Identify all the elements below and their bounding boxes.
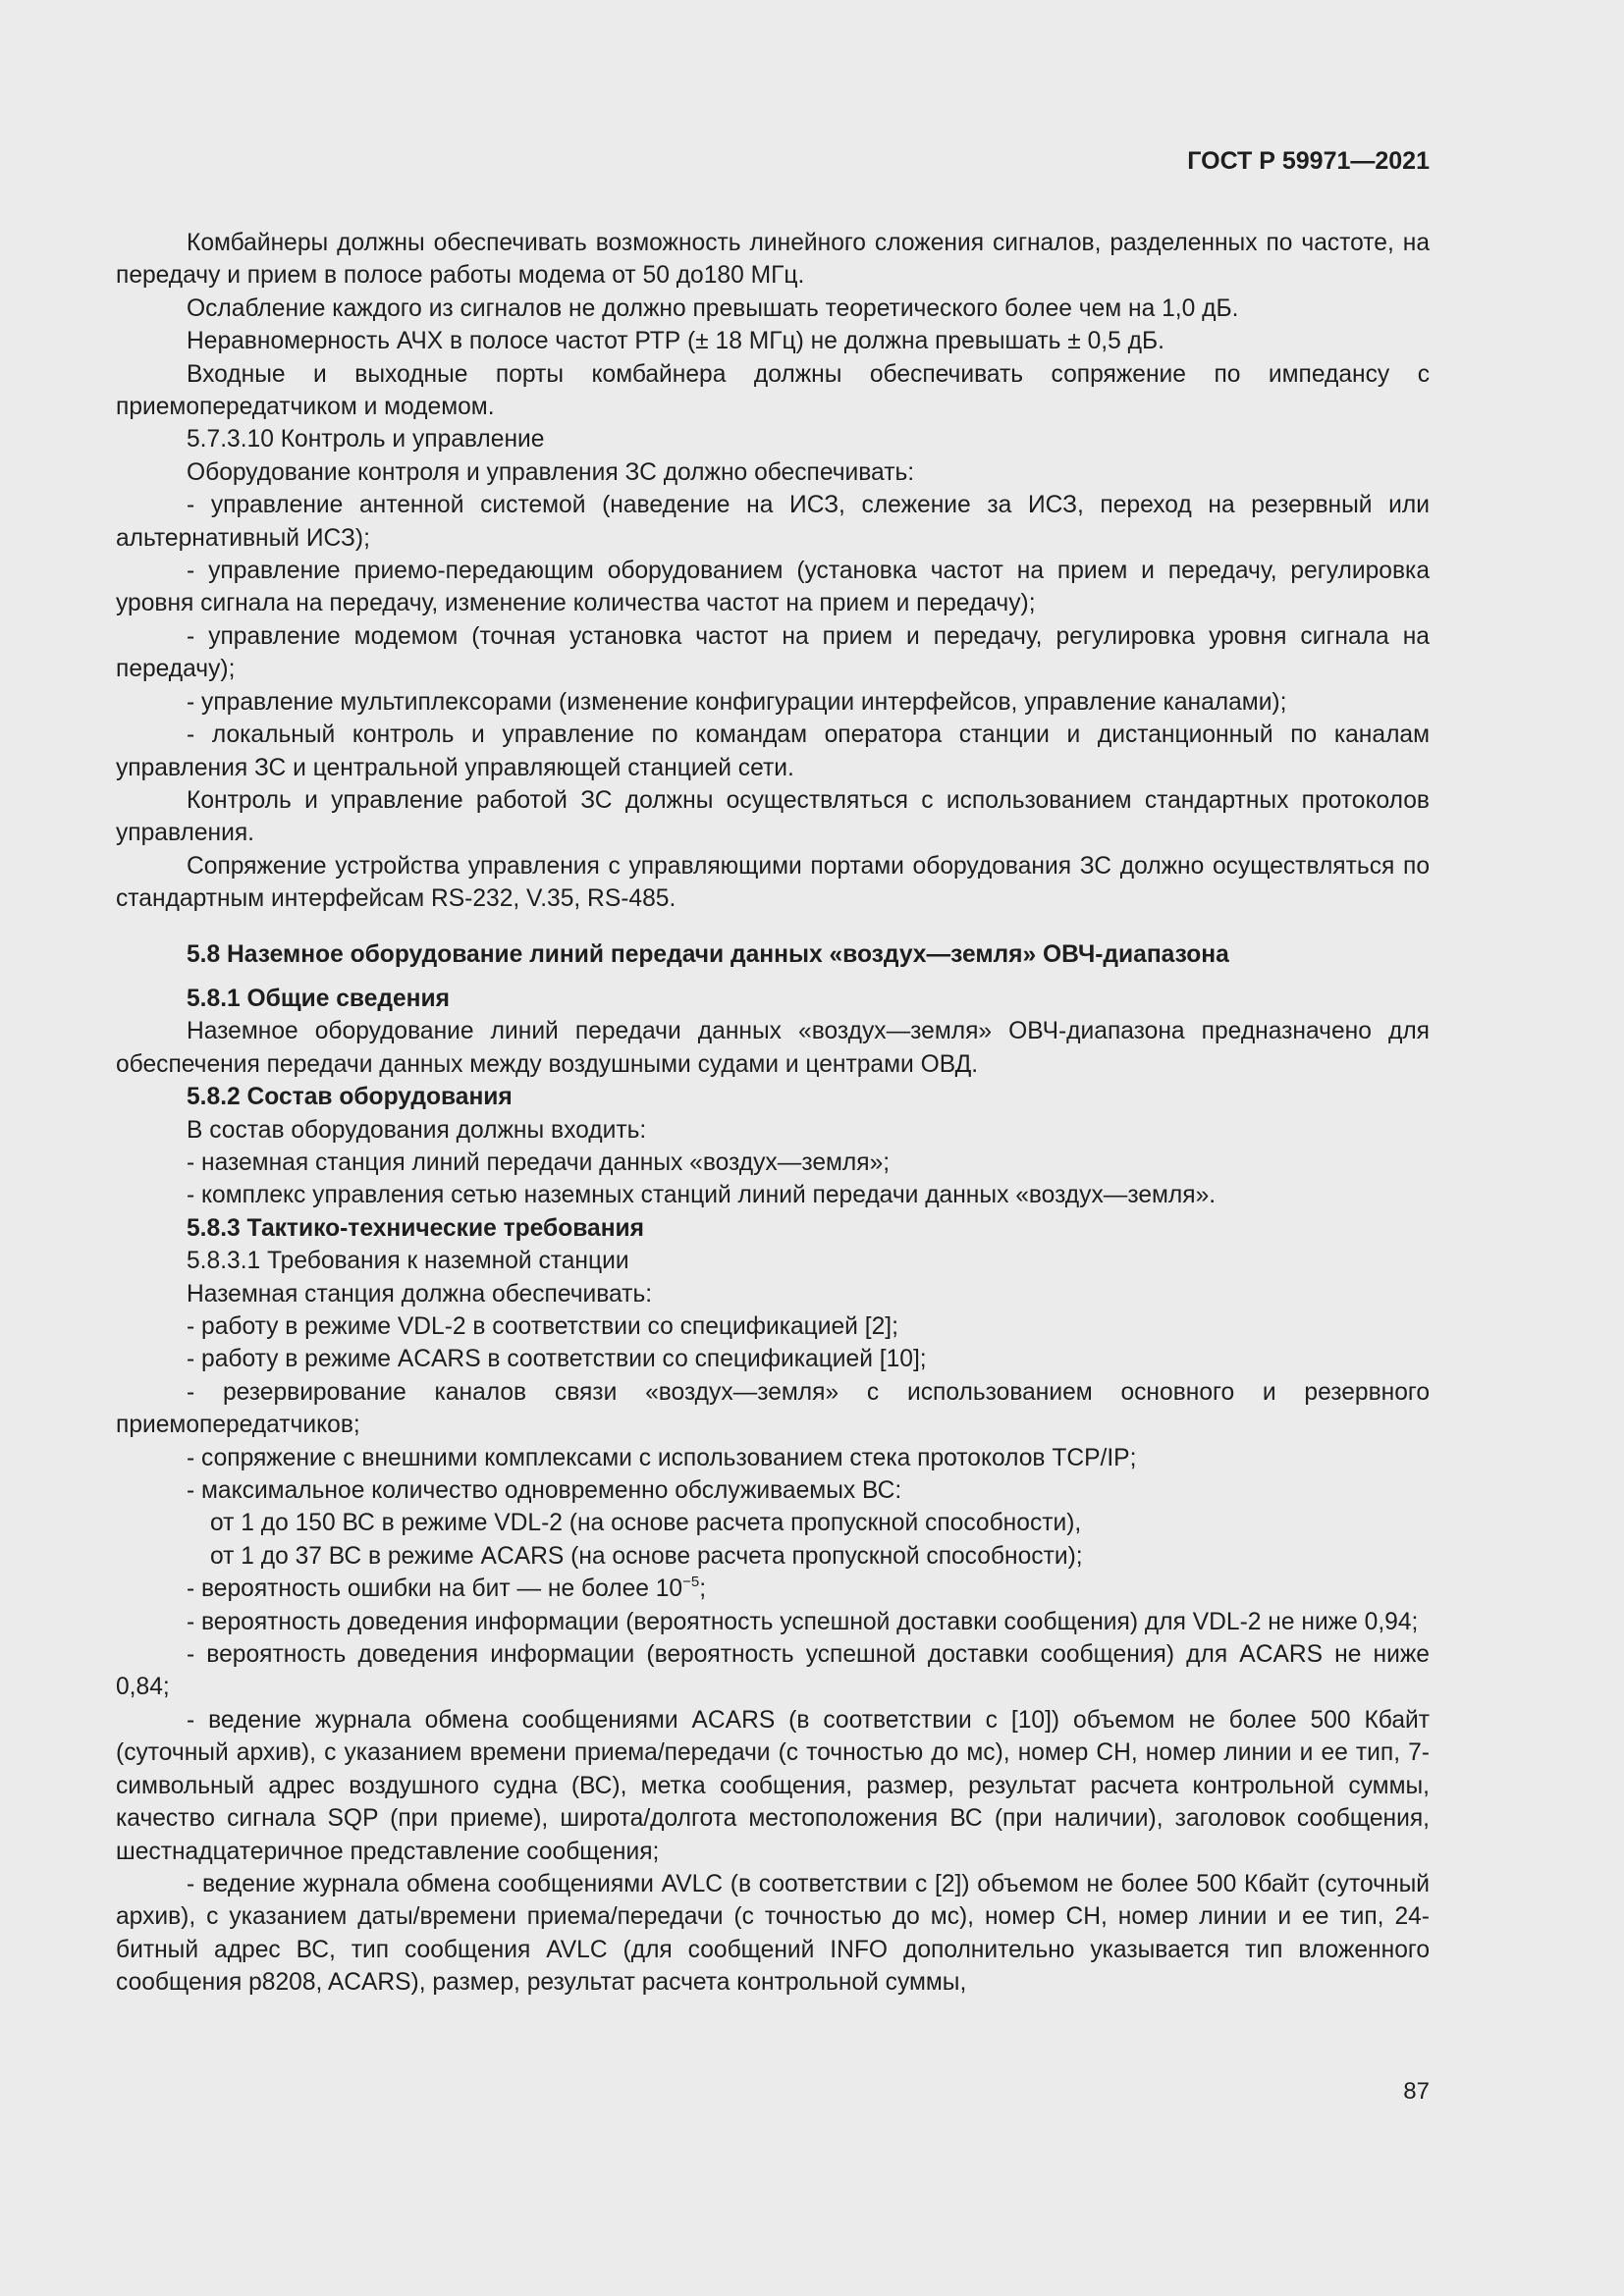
paragraph: Ослабление каждого из сигналов не должно превышать теоретического более чем на 1,0 дБ. xyxy=(187,294,1239,322)
list-item: - наземная станция линий передачи данных «воздух—земля»; xyxy=(187,1148,891,1176)
list-item: - работу в режиме VDL-2 в соответствии со спецификацией [2]; xyxy=(187,1313,898,1340)
list-sub-item: от 1 до 150 ВС в режиме VDL-2 (на основе расчета пропускной способности), xyxy=(210,1510,1082,1537)
list-item: - сопряжение с внешними комплексами с использованием стека протоколов TCP/IP; xyxy=(187,1444,1137,1471)
list-item-ber xyxy=(116,1573,1430,1605)
subsection-heading: 5.7.3.10 Контроль и управление xyxy=(187,426,545,454)
list-item: - управление антенной системой (наведение на ИСЗ, слежение за ИСЗ, переход на резервный или альтернативный ИСЗ); xyxy=(116,492,1430,552)
ber-exponent: −5 xyxy=(682,1574,700,1591)
list-sub-item: от 1 до 37 ВС в режиме ACARS (на основе расчета пропускной способности); xyxy=(210,1542,1083,1570)
ber-suffix: ; xyxy=(699,1575,707,1603)
paragraph: Комбайнеры должны обеспечивать возможность линейного сложения сигналов, разделенных по частоте, на передачу и прием в полосе работы модема от 50 до180 МГц. xyxy=(116,230,1430,290)
page-number: 87 xyxy=(1403,2078,1430,2105)
list-item: - управление приемо-передающим оборудованием (установка частот на прием и передачу, регулировка уровня сигнала на передачу, изменение количества частот на прием и передачу); xyxy=(116,558,1430,617)
list-item: - максимальное количество одновременно обслуживаемых ВС: xyxy=(187,1477,902,1505)
page-header-doc-id: ГОСТ Р 59971—2021 xyxy=(1187,147,1430,175)
list-item: - управление модемом (точная установка частот на прием и передачу, регулировка уровня сигнала на передачу); xyxy=(116,622,1430,683)
heading-5-8-1: 5.8.1 Общие сведения xyxy=(187,985,450,1012)
list-item: - резервирование каналов связи «воздух—земля» с использованием основного и резервного приемопередатчиков; xyxy=(116,1378,1430,1439)
list-item: - ведение журнала обмена сообщениями ACARS (в соответствии с [10]) объемом не более 500 Кбайт (суточный архив), с указанием времени приема/передачи (с точностью до мс), номер СН, номер линии и ее тип, 7-символьный адрес воздушного судна (ВС), метка сообщения, размер, результат расчета контрольной суммы, качество сигнала SQP (при приеме), широта/долгота местоположения ВС (при наличии), заголовок сообщения, шестнадцатеричное представление сообщения; xyxy=(116,1706,1430,1865)
list-item: - локальный контроль и управление по командам оператора станции и дистанционный по каналам управления ЗС и центральной управляющей станцией сети. xyxy=(116,721,1430,781)
ber-text: - вероятность ошибки на бит — не более 10 xyxy=(187,1575,683,1603)
paragraph: В состав оборудования должны входить: xyxy=(187,1116,647,1144)
paragraph: Оборудование контроля и управления ЗС должно обеспечивать: xyxy=(187,458,915,486)
subsection-heading: 5.8.3.1 Требования к наземной станции xyxy=(187,1248,629,1275)
paragraph: Наземная станция должна обеспечивать: xyxy=(187,1280,653,1308)
heading-5-8-2: 5.8.2 Состав оборудования xyxy=(187,1084,513,1111)
list-item: - комплекс управления сетью наземных станций линий передачи данных «воздух—земля». xyxy=(187,1182,1217,1209)
list-item: - ведение журнала обмена сообщениями AVLC (в соответствии с [2]) объемом не более 500 Кбайт (суточный архив), с указанием даты/времени приема/передачи (с точностью до мс), номер СН, номер линии и ее тип, 24-битный адрес ВС, тип сообщения AVLC (для сообщений INFO дополнительно указывается тип вложенного сообщения p8208, ACARS), размер, результат расчета контрольной суммы, xyxy=(116,1870,1430,1997)
list-item: - вероятность доведения информации (вероятность успешной доставки сообщения) для ACARS не ниже 0,84; xyxy=(116,1641,1430,1701)
paragraph: Неравномерность АЧХ в полосе частот РТР (± 18 МГц) не должна превышать ± 0,5 дБ. xyxy=(187,328,1164,355)
list-item: - работу в режиме ACARS в соответствии со спецификацией [10]; xyxy=(187,1346,927,1373)
paragraph: Наземное оборудование линий передачи данных «воздух—земля» ОВЧ-диапазона предназначено для обеспечения передачи данных между воздушными судами и центрами ОВД. xyxy=(116,1018,1430,1078)
paragraph: Контроль и управление работой ЗС должны осуществляться с использованием стандартных протоколов управления. xyxy=(116,786,1430,847)
heading-5-8-3: 5.8.3 Тактико-технические требования xyxy=(187,1214,645,1242)
section-heading-5-8: 5.8 Наземное оборудование линий передачи данных «воздух—земля» ОВЧ-диапазона xyxy=(187,940,1229,968)
list-item: - управление мультиплексорами (изменение конфигурации интерфейсов, управление каналами); xyxy=(187,688,1287,716)
paragraph: Входные и выходные порты комбайнера должны обеспечивать сопряжение по импедансу с приемопередатчиком и модемом. xyxy=(116,360,1430,421)
document-body xyxy=(116,227,1430,2000)
list-item: - вероятность доведения информации (вероятность успешной доставки сообщения) для VDL-2 не ниже 0,94; xyxy=(187,1608,1419,1635)
paragraph: Сопряжение устройства управления с управляющими портами оборудования ЗС должно осуществляться по стандартным интерфейсам RS-232, V.35, RS-485. xyxy=(116,852,1430,913)
